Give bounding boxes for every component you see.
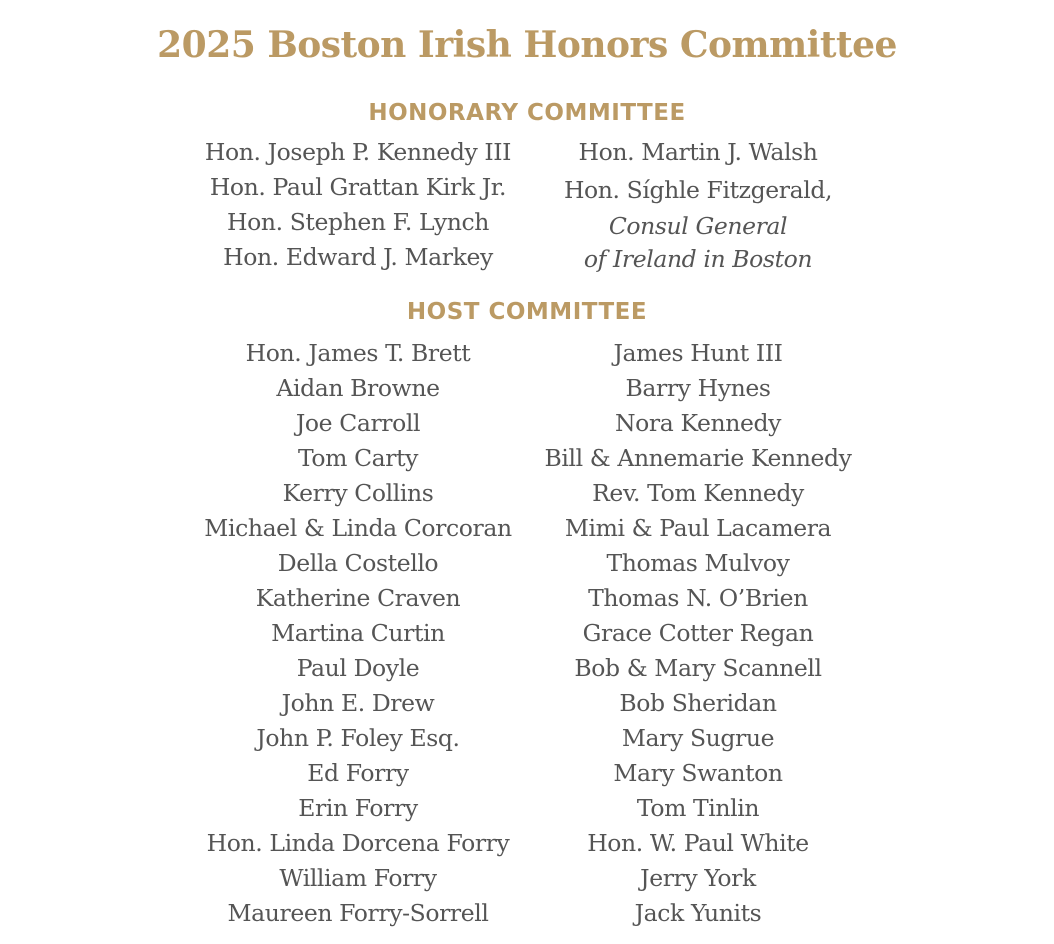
host-member: Rev. Tom Kennedy bbox=[592, 479, 804, 507]
host-member: William Forry bbox=[279, 864, 437, 892]
host-member: Kerry Collins bbox=[282, 479, 434, 507]
host-member: John P. Foley Esq. bbox=[256, 724, 460, 752]
honorary-member: Hon. Martin J. Walsh bbox=[578, 138, 818, 166]
host-member: Joe Carroll bbox=[295, 409, 421, 437]
host-member: Hon. W. Paul White bbox=[587, 829, 809, 857]
host-member: Michael & Linda Corcoran bbox=[204, 514, 512, 542]
host-member: Bill & Annemarie Kennedy bbox=[544, 444, 852, 472]
host-member: Hon. Linda Dorcena Forry bbox=[206, 829, 510, 857]
host-member: Hon. James T. Brett bbox=[245, 339, 471, 367]
host-member: Mary Sugrue bbox=[621, 724, 775, 752]
host-member: Bob Sheridan bbox=[619, 689, 777, 717]
host-member: Tom Carty bbox=[297, 444, 419, 472]
host-member: Nora Kennedy bbox=[615, 409, 781, 437]
honorary-committee-heading: HONORARY COMMITTEE bbox=[368, 100, 686, 126]
host-member: Thomas Mulvoy bbox=[606, 549, 790, 577]
host-member: Jack Yunits bbox=[634, 899, 762, 927]
host-member: Della Costello bbox=[277, 549, 439, 577]
honorary-member: Hon. Joseph P. Kennedy III bbox=[204, 138, 512, 166]
host-right-list bbox=[498, 336, 898, 931]
host-member: Mimi & Paul Lacamera bbox=[564, 514, 832, 542]
host-member: Martina Curtin bbox=[271, 619, 445, 647]
honorary-member: Hon. Stephen F. Lynch bbox=[227, 208, 489, 236]
host-member: Aidan Browne bbox=[276, 374, 440, 402]
host-member: Katherine Craven bbox=[255, 584, 461, 612]
host-member: James Hunt III bbox=[613, 339, 783, 367]
page-title: 2025 Boston Irish Honors Committee bbox=[157, 24, 897, 66]
consul-role-line-1: Consul General bbox=[608, 212, 788, 240]
honorary-right-list bbox=[498, 135, 898, 275]
honorary-member: Hon. Paul Grattan Kirk Jr. bbox=[209, 173, 507, 201]
host-member: Tom Tinlin bbox=[636, 794, 760, 822]
consul-role-line-2: of Ireland in Boston bbox=[583, 245, 813, 273]
host-member: Ed Forry bbox=[307, 759, 409, 787]
host-member: Jerry York bbox=[640, 864, 756, 892]
host-member: Bob & Mary Scannell bbox=[574, 654, 822, 682]
host-committee-heading: HOST COMMITTEE bbox=[406, 299, 648, 325]
host-member: Maureen Forry-Sorrell bbox=[227, 899, 489, 927]
host-member: Thomas N. O’Brien bbox=[588, 584, 808, 612]
host-member: Barry Hynes bbox=[625, 374, 771, 402]
host-member: Grace Cotter Regan bbox=[582, 619, 814, 647]
host-member: John E. Drew bbox=[281, 689, 435, 717]
host-member: Mary Swanton bbox=[613, 759, 783, 787]
host-member: Erin Forry bbox=[298, 794, 418, 822]
host-member: Paul Doyle bbox=[296, 654, 420, 682]
honorary-member: Hon. Edward J. Markey bbox=[223, 243, 493, 271]
honorary-member-consul: Hon. Síghle Fitzgerald, bbox=[563, 176, 833, 204]
